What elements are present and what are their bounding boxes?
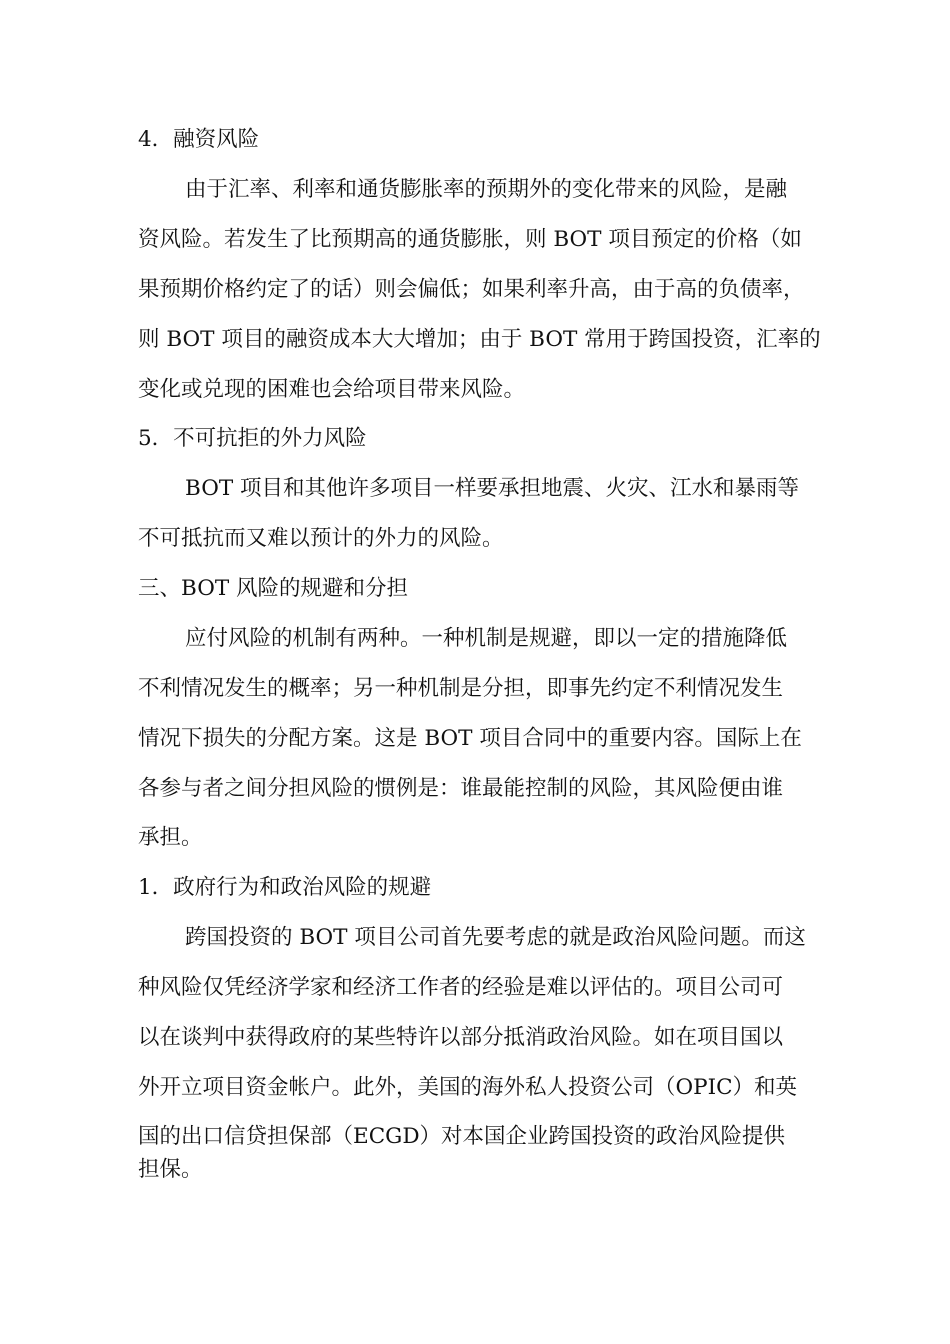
section-heading: 4．融资风险	[138, 127, 260, 152]
section-heading: 三、BOT 风险的规避和分担	[138, 576, 409, 601]
paragraph-line: 不可抵抗而又难以预计的外力的风险。	[138, 526, 504, 551]
section-heading: 5．不可抗拒的外力风险	[138, 426, 367, 451]
paragraph-line: 以在谈判中获得政府的某些特许以部分抵消政治风险。如在项目国以	[138, 1025, 784, 1050]
paragraph-line: 资风险。若发生了比预期高的通货膨胀，则 BOT 项目预定的价格（如	[138, 227, 802, 252]
paragraph-line: 各参与者之间分担风险的惯例是：谁最能控制的风险，其风险便由谁	[138, 776, 784, 801]
paragraph-line: 国的出口信贷担保部（ECGD）对本国企业跨国投资的政治风险提供	[138, 1124, 786, 1149]
paragraph-line: 则 BOT 项目的融资成本大大增加；由于 BOT 常用于跨国投资，汇率的	[138, 327, 821, 352]
paragraph-line: 跨国投资的 BOT 项目公司首先要考虑的就是政治风险问题。而这	[185, 925, 806, 950]
paragraph-line: 情况下损失的分配方案。这是 BOT 项目合同中的重要内容。国际上在	[138, 726, 802, 751]
paragraph-line: 由于汇率、利率和通货膨胀率的预期外的变化带来的风险，是融	[185, 177, 788, 202]
paragraph-line: 变化或兑现的困难也会给项目带来风险。	[138, 377, 526, 402]
section-heading: 1．政府行为和政治风险的规避	[138, 875, 432, 900]
paragraph-line: 果预期价格约定了的话）则会偏低；如果利率升高，由于高的负债率，	[138, 277, 805, 302]
paragraph-line: BOT 项目和其他许多项目一样要承担地震、火灾、江水和暴雨等	[185, 476, 800, 501]
paragraph-line: 种风险仅凭经济学家和经济工作者的经验是难以评估的。项目公司可	[138, 975, 784, 1000]
paragraph-line: 外开立项目资金帐户。此外，美国的海外私人投资公司（OPIC）和英	[138, 1075, 798, 1100]
paragraph-line: 担保。	[138, 1157, 203, 1182]
paragraph-line: 不利情况发生的概率；另一种机制是分担，即事先约定不利情况发生	[138, 676, 784, 701]
paragraph-line: 承担。	[138, 825, 203, 850]
paragraph-line: 应付风险的机制有两种。一种机制是规避，即以一定的措施降低	[185, 626, 788, 651]
